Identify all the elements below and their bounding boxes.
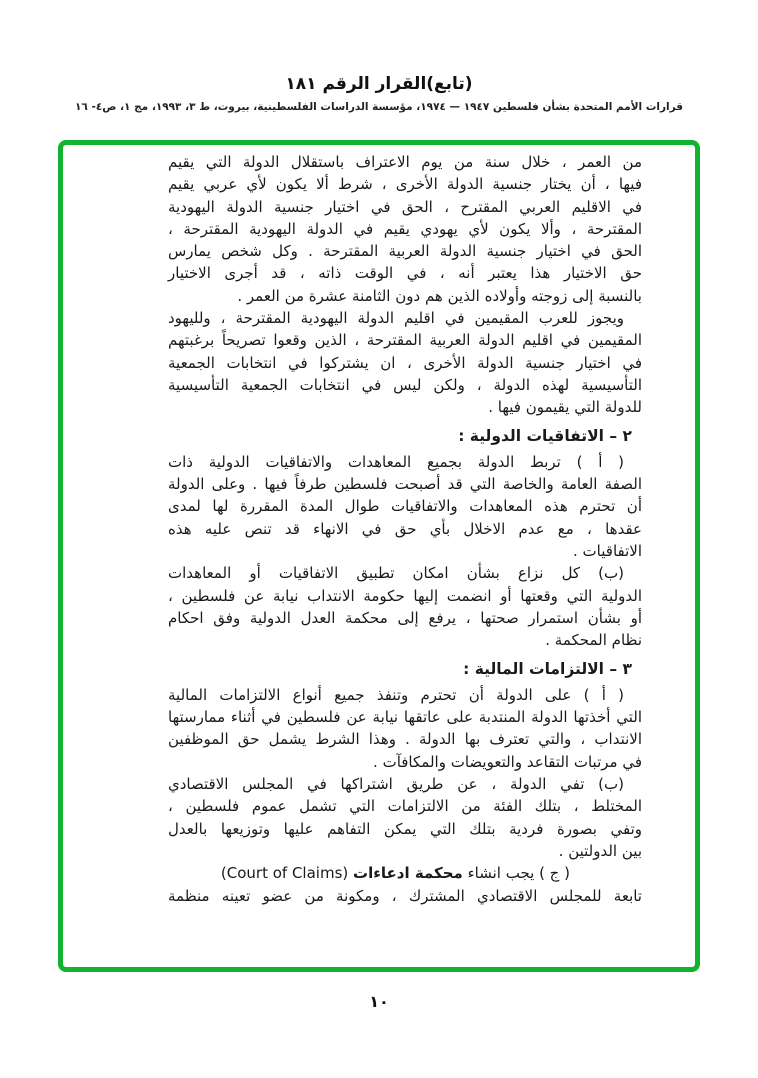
body-line: المقترحة ، وألا يكون لأي يهودي يقيم في الدولة اليهودية المقترحة ، — [168, 219, 642, 238]
body-line: في اختيار جنسية الدولة الأخرى ، ان يشتركوا في انتخابات الجمعية — [168, 353, 642, 372]
section-heading: ٣ – الالتزامات المالية : — [463, 659, 632, 678]
source-citation: قرارات الأمم المتحدة بشأن فلسطين ١٩٤٧ — ١٩٧٤، مؤسسة الدراسات الفلسطينية، بيروت، ط ٣، ١٩٩٣، مج ١، ص٤- ١٦ — [74, 101, 684, 113]
body-line: بين الدولتين . — [558, 841, 642, 860]
body-line: تابعة للمجلس الاقتصادي المشترك ، ومكونة من عضو تعينه منظمة — [168, 886, 642, 905]
body-line: في الاقليم العربي المقترح ، الحق في اختيار جنسية الدولة اليهودية — [168, 197, 642, 216]
body-line: الحق في اختيار جنسية الدولة العربية المقترحة . وكل شخص يمارس — [168, 242, 642, 261]
body-line: (ب) تفي الدولة ، عن طريق اشتراكها في المجلس الاقتصادي — [168, 775, 624, 794]
body-line: (ب) كل نزاع بشأن امكان تطبيق الاتفاقيات أو المعاهدات — [168, 564, 624, 583]
body-line: نظام المحكمة . — [545, 631, 642, 650]
page-title: (تابع)القرار الرقم ١٨١ — [285, 74, 473, 94]
body-line: من العمر ، خلال سنة من يوم الاعتراف باستقلال الدولة التي يقيم — [168, 153, 642, 171]
body-line: الصفة العامة والخاصة التي قد أصبحت فلسطين طرفاً فيها . وعلى الدولة — [168, 475, 642, 494]
body-line: الاتفاقيات . — [573, 542, 642, 561]
body-line: عقدها ، مع عدم الاخلال بأي حق في الانهاء قد تنص عليه هذه — [168, 519, 642, 538]
page-footer — [0, 992, 758, 1011]
body-line: وتفي بصورة فردية بتلك التي يمكن التفاهم عليها وتوزيعها بالعدل — [168, 819, 642, 838]
body-line: ( أ ) على الدولة أن تحترم وتنفذ جميع أنواع الالتزامات المالية — [168, 685, 624, 704]
text-run: ( ج ) يجب انشاء — [462, 864, 570, 883]
body-line: التي أخذتها الدولة المنتدبة على عاتقها نيابة عن فلسطين في أثناء ممارستها — [168, 708, 642, 727]
body-line: المقيمين في اقليم الدولة العربية المقترحة ، الذين وقعوا تصريحاً برغبتهم — [168, 331, 642, 350]
body-line: حق الاختيار هذا يعتبر أنه ، في الوقت ذاته ، قد أجرى الاختيار — [168, 264, 642, 283]
body-line: أن تحترم هذه المعاهدات والاتفاقيات طوال المدة المقررة لها لمدى — [168, 497, 642, 516]
body-line: التأسيسية لهذه الدولة ، ولكن ليس في انتخابات الجمعية التأسيسية — [168, 375, 642, 394]
body-line: ( أ ) تربط الدولة بجميع المعاهدات والاتفاقيات الدولية ذات — [168, 452, 624, 471]
page-number: ١٠ — [369, 992, 389, 1011]
document-body — [168, 151, 642, 907]
text-run: (Court of Claims) — [220, 864, 354, 883]
body-line: الانتداب ، والتي تعترف بها الدولة . وهذا الشرط يشمل حق الموظفين — [168, 730, 642, 749]
section-heading: ٢ – الاتفاقيات الدولية : — [458, 426, 632, 445]
bold-term: محكمة ادعاءات — [353, 864, 463, 883]
body-line — [168, 862, 642, 884]
body-line: في مرتبات التقاعد والتعويضات والمكافآت . — [373, 752, 642, 771]
page-header — [0, 74, 758, 113]
body-line: بالنسبة إلى زوجته وأولاده الذين هم دون الثامنة عشرة من العمر . — [237, 286, 642, 305]
body-line: للدولة التي يقيمون فيها . — [488, 398, 642, 417]
body-line: المختلط ، بتلك الفئة من الالتزامات التي تشمل عموم فلسطين ، — [168, 797, 642, 816]
body-line: فيها ، أن يختار جنسية الدولة الأخرى ، شرط ألا يكون لأي عربي يقيم — [168, 175, 642, 194]
body-line: ويجوز للعرب المقيمين في اقليم الدولة اليهودية المقترحة ، ولليهود — [168, 309, 624, 328]
body-line: أو بشأن استمرار صحتها ، يرفع إلى محكمة العدل الدولية وفق احكام — [168, 608, 642, 627]
body-line: الدولية التي وقعتها أو انضمت إليها حكومة الانتداب نيابة عن فلسطين ، — [168, 586, 642, 605]
